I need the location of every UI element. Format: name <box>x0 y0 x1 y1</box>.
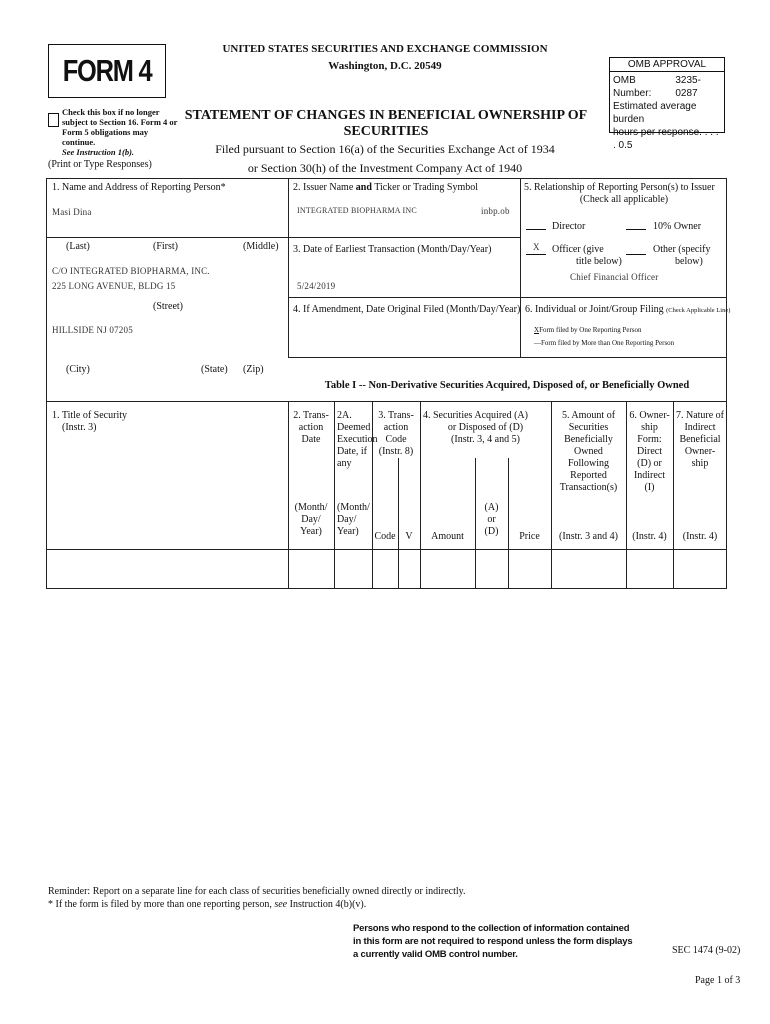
officer-title[interactable]: Chief Financial Officer <box>570 272 659 282</box>
other-option[interactable]: Other (specify below) <box>653 244 711 267</box>
col-deemed-date-format: (Month/ Day/ Year) <box>337 502 370 537</box>
col-amount: Amount <box>431 531 464 542</box>
col-a-or-d: (A) or (D) <box>484 502 499 537</box>
col-v: V <box>405 531 413 542</box>
form-title: FORM 4 <box>62 53 152 88</box>
one-reporting-person-option[interactable]: XForm filed by One Reporting Person <box>534 326 642 334</box>
state-caption: (State) <box>201 364 228 375</box>
ticker-symbol[interactable]: inbp.ob <box>481 206 510 216</box>
check-box-instructions: Check this box if no longer subject to Section 16. Form 4 or Form 5 obligations may continue. See Instruction 1(b). <box>62 107 178 157</box>
officer-option[interactable]: Officer (give title below) <box>552 244 622 267</box>
col-securities-acquired: 4. Securities Acquired (A) or Disposed of (D) (Instr. 3, 4 and 5) <box>423 410 528 445</box>
col-price: Price <box>519 531 540 542</box>
omb-number-row <box>610 72 724 100</box>
col5-instr: (Instr. 3 and 4) <box>559 531 618 542</box>
col-transaction-date: 2. Trans- action Date <box>293 410 329 445</box>
box1-label: 1. Name and Address of Reporting Person* <box>52 182 226 193</box>
street-caption: (Street) <box>153 301 183 312</box>
reminder-line1: Reminder: Report on a separate line for each class of securities beneficially owned directly or indirectly. <box>48 886 466 897</box>
city-state-zip[interactable]: HILLSIDE NJ 07205 <box>52 325 133 335</box>
omb-burden-line1: Estimated average burden <box>613 101 697 125</box>
col-transaction-code: 3. Trans- action Code (Instr. 8) <box>378 410 414 457</box>
box2-label: 2. Issuer Name and Ticker or Trading Symbol <box>293 182 479 193</box>
filed-pursuant-line1: Filed pursuant to Section 16(a) of the Securities Exchange Act of 1934 <box>215 142 555 156</box>
page-number: Page 1 of 3 <box>695 975 741 986</box>
form-title-box <box>48 44 166 98</box>
omb-burden-line2: hours per response. . . . . 0.5 <box>613 127 719 151</box>
street-line2[interactable]: 225 LONG AVENUE, BLDG 15 <box>52 281 176 291</box>
col-transaction-date-format: (Month/ Day/ Year) <box>294 502 328 537</box>
ten-percent-owner-option[interactable]: 10% Owner <box>653 221 702 232</box>
sec-form-code: SEC 1474 (9-02) <box>672 945 741 956</box>
statement-title: STATEMENT OF CHANGES IN BENEFICIAL OWNERSHIP OF SECURITIES <box>184 108 588 139</box>
col6-instr: (Instr. 4) <box>632 531 667 542</box>
omb-header: OMB APPROVAL <box>610 58 724 72</box>
reminder-line2: * If the form is filed by more than one reporting person, see Instruction 4(b)(v). <box>48 899 367 910</box>
omb-approval-box <box>609 57 725 151</box>
box3-label: 3. Date of Earliest Transaction (Month/Day/Year) <box>293 244 492 255</box>
multiple-reporting-persons-option[interactable]: —Form filed by More than One Reporting Person <box>534 339 675 347</box>
street-line1[interactable]: C/O INTEGRATED BIOPHARMA, INC. <box>52 266 210 276</box>
no-longer-subject-checkbox[interactable] <box>48 113 59 127</box>
agency-address: Washington, D.C. 20549 <box>328 60 442 72</box>
officer-checkmark[interactable]: X <box>533 242 540 252</box>
middle-name-caption: (Middle) <box>243 241 279 252</box>
col-deemed-execution-date: 2A. Deemed Execution Date, if any <box>337 410 378 469</box>
col7-instr: (Instr. 4) <box>682 531 718 542</box>
persons-respond-notice: Persons who respond to the collection of information contained in this form are not required to respond unless the form displays a currently valid OMB control number. <box>353 923 633 960</box>
box4-label: 4. If Amendment, Date Original Filed (Month/Day/Year) <box>293 304 521 315</box>
first-name-caption: (First) <box>153 241 178 252</box>
omb-number: 3235-0287 <box>675 75 701 99</box>
director-option[interactable]: Director <box>552 221 586 232</box>
reporting-person-name[interactable]: Masi Dina <box>52 207 92 217</box>
col-amount-beneficially-owned: 5. Amount of Securities Beneficially Owned Following Reported Transaction(s) <box>559 410 618 493</box>
agency-name: UNITED STATES SECURITIES AND EXCHANGE COMMISSION <box>222 43 548 55</box>
filed-pursuant-line2: or Section 30(h) of the Investment Company Act of 1940 <box>247 161 523 175</box>
box6-label: 6. Individual or Joint/Group Filing (Check Applicable Line) <box>525 304 731 315</box>
col-title-of-security: 1. Title of Security (Instr. 3) <box>52 410 128 433</box>
print-type-note: (Print or Type Responses) <box>48 159 152 170</box>
zip-caption: (Zip) <box>243 364 264 375</box>
city-caption: (City) <box>66 364 90 375</box>
omb-number-label: OMB Number: <box>613 75 652 99</box>
last-name-caption: (Last) <box>66 241 90 252</box>
col-code: Code <box>374 531 396 542</box>
box5-label: 5. Relationship of Reporting Person(s) to Issuer (Check all applicable) <box>524 182 715 205</box>
col-ownership-form: 6. Owner- ship Form: Direct (D) or Indirect (I) <box>629 410 670 493</box>
earliest-transaction-date[interactable]: 5/24/2019 <box>297 281 336 291</box>
col-nature-of-ownership: 7. Nature of Indirect Beneficial Owner- ship <box>675 410 725 469</box>
table-row[interactable] <box>47 550 726 588</box>
issuer-name[interactable]: INTEGRATED BIOPHARMA INC <box>297 206 417 215</box>
table1-title: Table I -- Non-Derivative Securities Acquired, Disposed of, or Beneficially Owned <box>324 380 690 391</box>
